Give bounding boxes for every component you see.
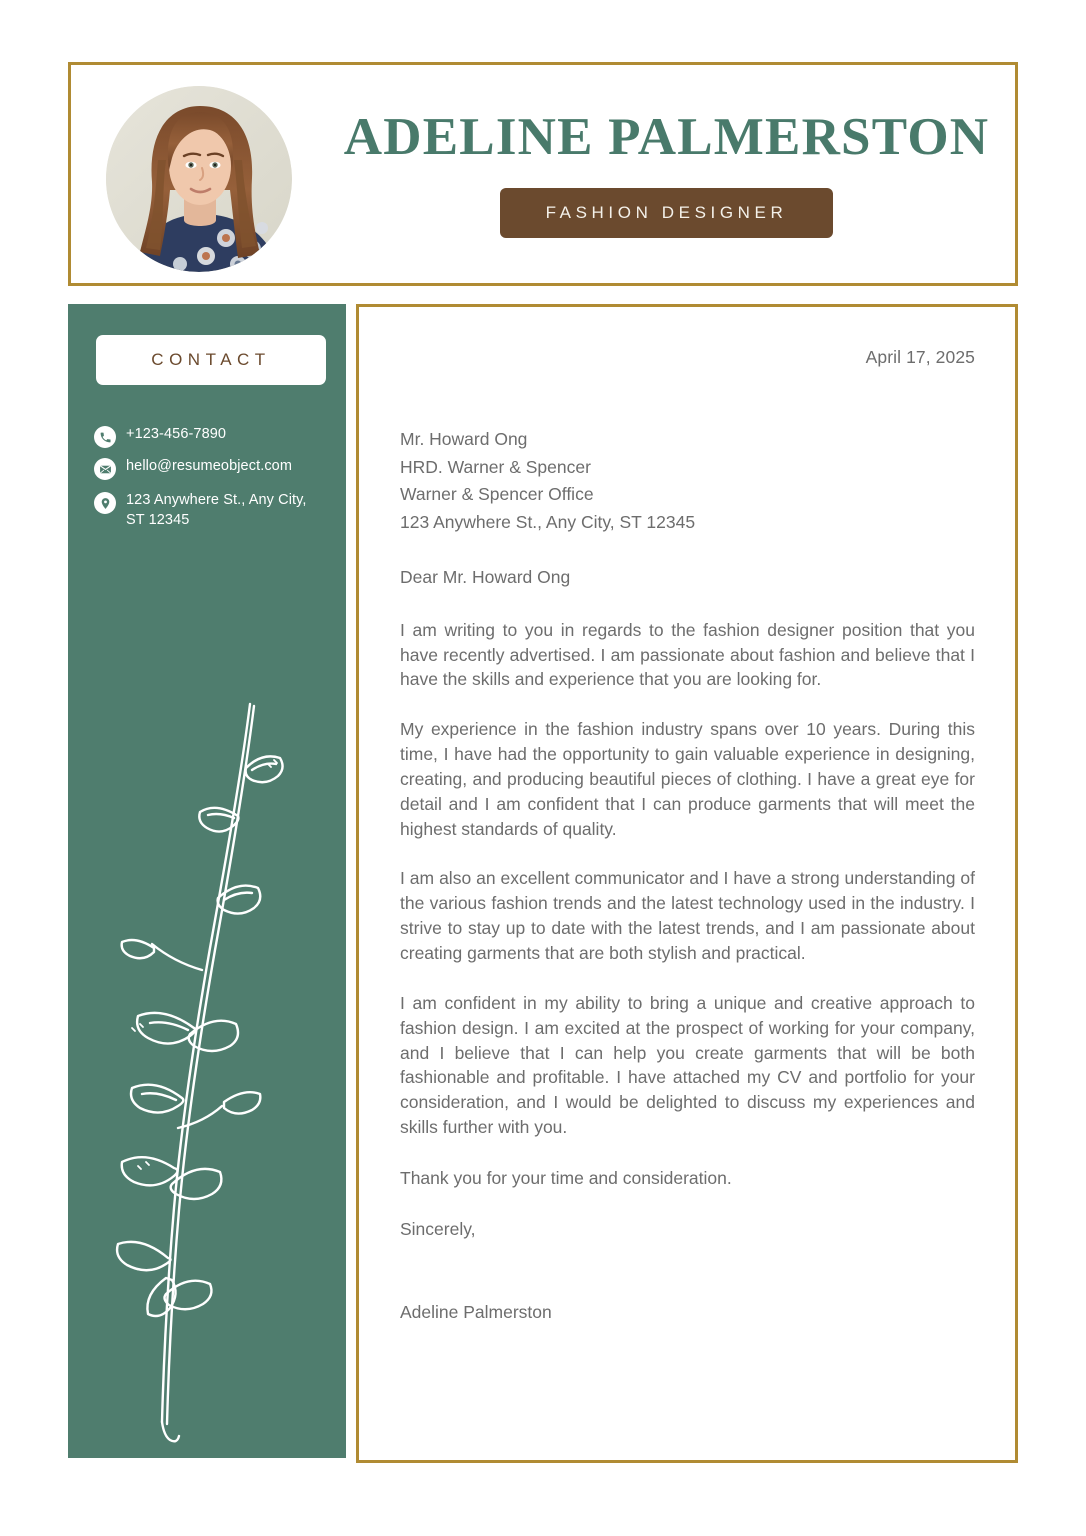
envelope-icon [94, 458, 116, 480]
contact-email-value: hello@resumeobject.com [126, 458, 293, 474]
letter-date: April 17, 2025 [865, 347, 975, 367]
recipient-line: 123 Anywhere St., Any City, ST 12345 [400, 511, 696, 532]
signature-name: Adeline Palmerston [400, 1302, 552, 1323]
closing-line: Sincerely, [400, 1219, 476, 1240]
body-paragraph: My experience in the fashion industry spans over 10 years. During this time, I have had the opportunity to gain valuable experience in designing, creating, and producing beautiful pieces of clothing. I have a great eye for detail and I am confident that I can produce garments that will meet the highest standards of quality. [400, 719, 975, 839]
body-paragraph: I am confident in my ability to bring a unique and creative approach to fashion design. I am excited at the prospect of working for your company, and I believe that I can help you create garments that will be both fashionable and profitable. I have attached my CV and portfolio for your consideration, and I would be delighted to discuss my experiences and skills further with you. [400, 992, 975, 1138]
avatar [106, 86, 292, 272]
salutation: Dear Mr. Howard Ong [400, 566, 571, 587]
contact-item-phone [94, 424, 326, 448]
recipient-line: Warner & Spencer Office [400, 484, 594, 505]
page-title: ADELINE PALMERSTON [343, 108, 990, 167]
contact-list [94, 424, 326, 538]
contact-phone-value: +123-456-7890 [126, 426, 227, 442]
contact-section-label: CONTACT [151, 350, 271, 369]
header-text-block [326, 65, 1007, 283]
portrait-photo-icon [106, 86, 292, 272]
contact-section-header [96, 335, 326, 385]
header-frame [68, 62, 1018, 286]
letter-body [400, 347, 975, 1440]
location-pin-icon [94, 492, 116, 514]
body-paragraph: I am also an excellent communicator and I have a strong understanding of the various fashion trends and the latest technology used in the industry. I strive to stay up to date with the latest trends, and I am passionate about creating garments that are both stylish and practical. [400, 868, 975, 963]
phone-icon [94, 426, 116, 448]
recipient-line: HRD. Warner & Spencer [400, 456, 591, 477]
role-badge: FASHION DESIGNER [500, 188, 834, 238]
recipient-line: Mr. Howard Ong [400, 429, 528, 449]
letter-frame [356, 304, 1018, 1463]
contact-sidebar [68, 304, 346, 1458]
botanical-vine-illustration [78, 698, 346, 1458]
recipient-block [400, 426, 975, 537]
contact-item-address [94, 490, 326, 530]
body-paragraph: I am writing to you in regards to the fashion designer position that you have recently advertised. I am passionate about fashion and believe that I have the skills and experience that you are looking for. [400, 619, 975, 690]
contact-address-value: 123 Anywhere St., Any City, ST 12345 [126, 492, 307, 528]
thanks-line: Thank you for your time and consideration. [400, 1167, 732, 1188]
contact-item-email [94, 456, 326, 480]
